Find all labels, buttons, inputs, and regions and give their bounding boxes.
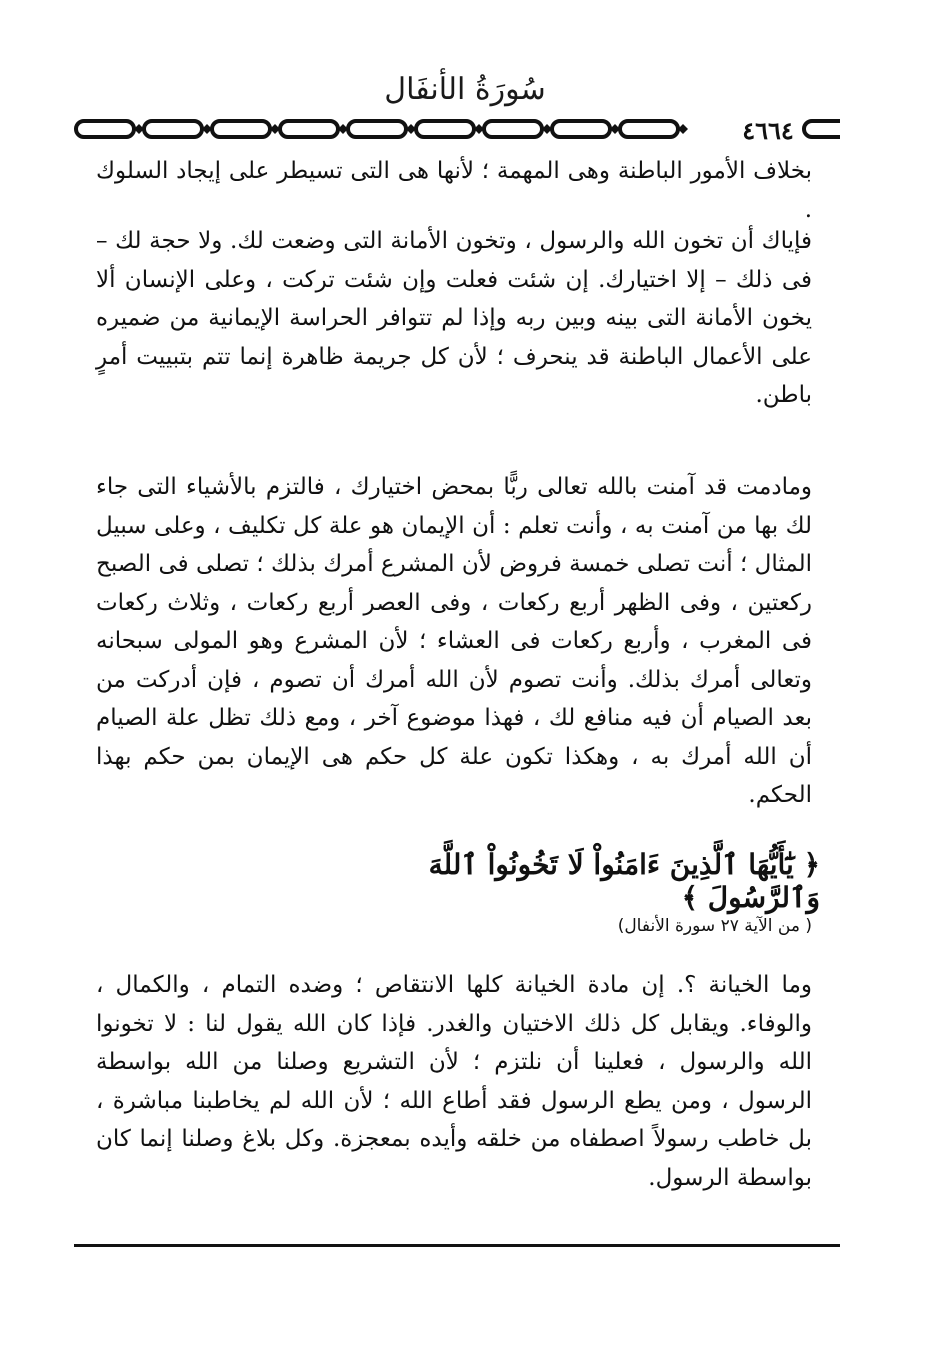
ornament-link bbox=[620, 121, 678, 137]
ornament-link bbox=[212, 121, 270, 137]
ornament-link bbox=[144, 121, 202, 137]
paragraph-faith: ومادمت قد آمنت بالله تعالى ربًّا بمحض اختيارك ، فالتزم بالأشياء التى جاء لك بها من آمنت به ، وأنت تعلم : أن الإيمان هو علة كل تكليف ، وعلى سبيل المثال ؛ أنت تصلى خمسة فروض لأن المشرع أمرك بذلك ؛ تصلى فى الصبح ركعتين ، وفى الظهر أربع ركعات ، وفى العصر أربع ركعات ، وثلاث ركعات فى المغرب ، وأربع ركعات فى العشاء ؛ لأن المشرع وهو المولى سبحانه وتعالى أمرك بذلك. وأنت تصوم لأن الله أمرك أن تصوم ، فإن أدركت من بعد الصيام أن فيه منافع لك ، فهذا موضوع آخر ، ومع ذلك تظل علة الصيام أن الله أمرك به ، وهكذا تكون علة كل حكم هى الإيمان بمن حكم بهذا الحكم. bbox=[96, 474, 812, 808]
ornament-link bbox=[416, 121, 474, 137]
footer-rule bbox=[74, 1244, 840, 1247]
paragraph-trust: فإياك أن تخون الله والرسول ، وتخون الأمانة التى وضعت لك. ولا حجة لك – فى ذلك – إلا اختيارك. إن شئت فعلت وإن شئت تركت ، وعلى الإنسان ألا يخون الأمانة التى بينه وبين ربه وإذا لم تتوافر الحراسة الإيمانية من ضميره على الأعمال الباطنة قد ينحرف ؛ لأن كل جريمة ظاهرة إنما تتم بتبييت أمرٍ باطن. bbox=[96, 228, 812, 408]
quran-verse: ﴿ يَٰٓأَيُّهَا ٱلَّذِينَ ءَامَنُواْ لَا تَخُونُواْ ٱللَّهَ وَٱلرَّسُولَ ﴾ bbox=[428, 848, 820, 914]
ornament-link bbox=[552, 121, 610, 137]
ornament-link bbox=[76, 121, 134, 137]
surah-title: سُورَةُ الأنفَال bbox=[384, 72, 546, 107]
ornament-link bbox=[804, 121, 840, 137]
verse-reference: ( من الآية ٢٧ سورة الأنفال) bbox=[617, 916, 812, 936]
page-number: ٤٦٦٤ bbox=[742, 116, 794, 145]
ornament-link bbox=[280, 121, 338, 137]
ornament-link bbox=[348, 121, 406, 137]
paragraph-betrayal: وما الخيانة ؟. إن مادة الخيانة كلها الانتقاص ؛ وضده التمام ، والكمال ، والوفاء. ويقابل كل ذلك الاختيان والغدر. فإذا كان الله يقول لنا : لا تخونوا الله والرسول ، فعلينا أن نلتزم ؛ لأن التشريع وصلنا من الله بواسطة الرسول ، ومن يطع الرسول فقد أطاع الله ؛ لأن الله لم يخاطبنا مباشرة ، بل خاطب رسولاً اصطفاه من خلقه وأيده بمعجزة. وكل بلاغ وصلنا إنما كان بواسطة الرسول. bbox=[96, 972, 812, 1191]
ornament-diamond bbox=[678, 124, 688, 134]
header-ornament-band bbox=[74, 114, 840, 144]
paragraph-continuation: بخلاف الأمور الباطنة وهى المهمة ؛ لأنها هى التى تسيطر على إيجاد السلوك . bbox=[96, 158, 812, 223]
ornament-link bbox=[484, 121, 542, 137]
